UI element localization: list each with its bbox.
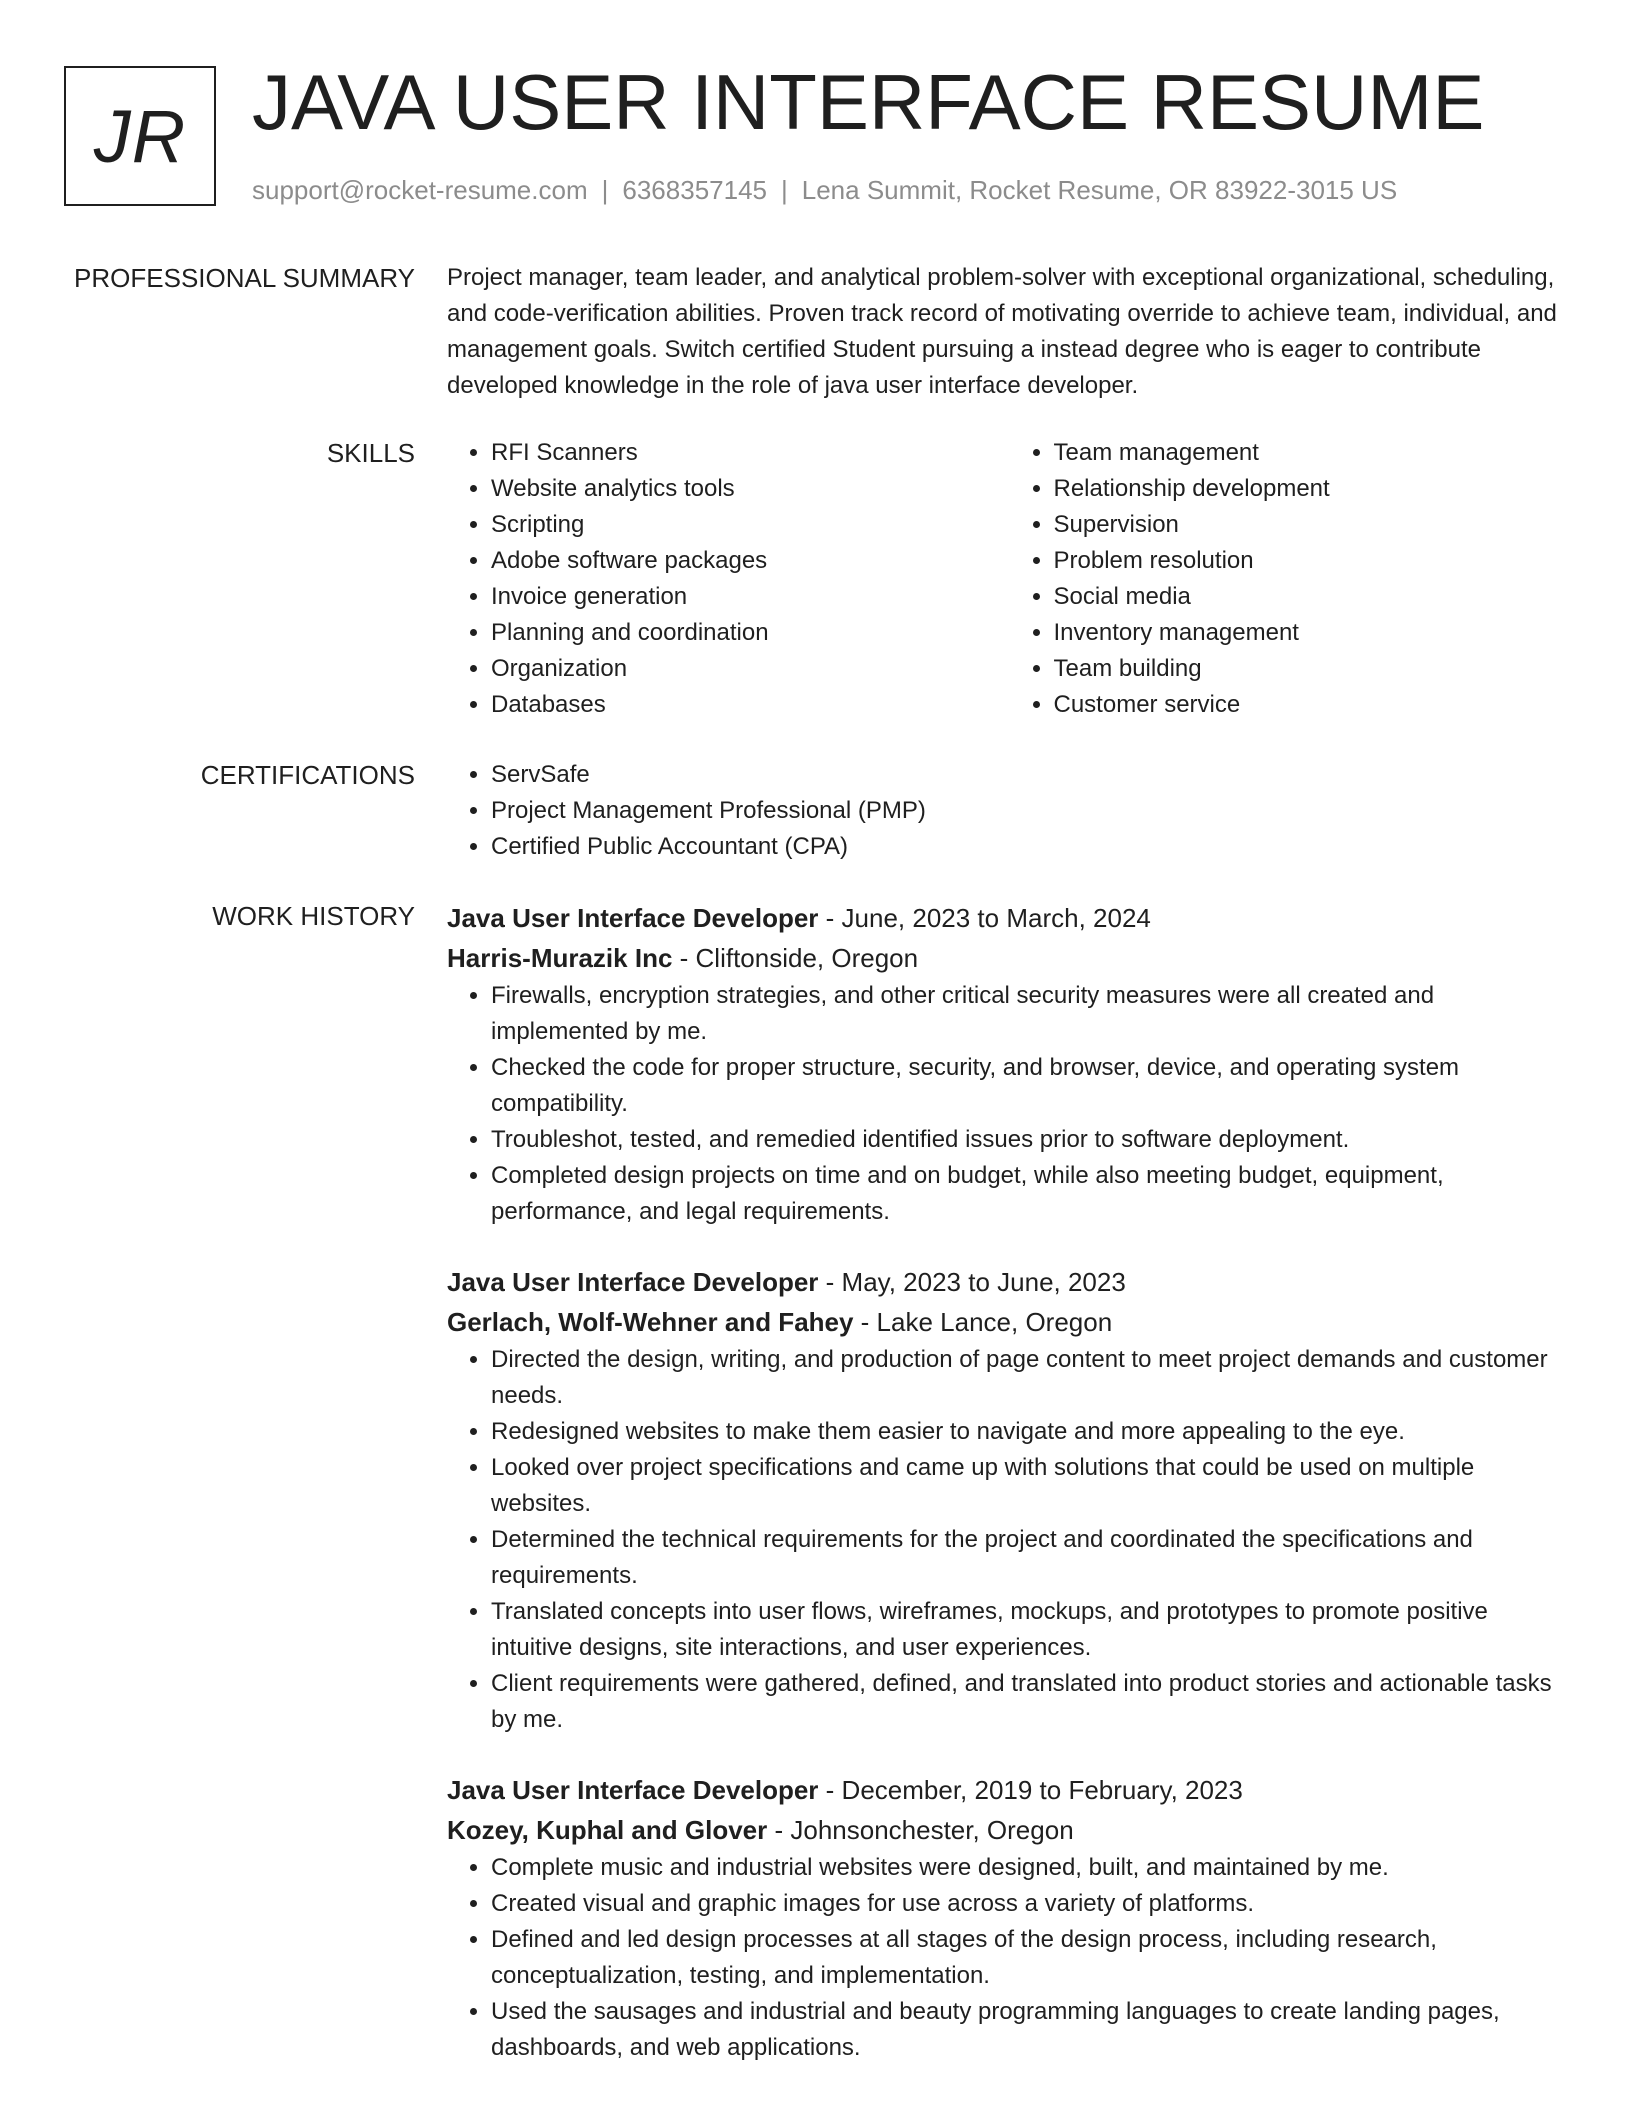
job-title-line [447, 1770, 1572, 1810]
job-bullet: • Firewalls, encryption strategies, and other critical security measures were all created and implemented by me. [491, 978, 1572, 1050]
job-title: Java User Interface Developer [447, 903, 819, 933]
skill-item: • Databases [491, 687, 1010, 723]
job-bullet: • Used the sausages and industrial and beauty programming languages to create landing pages, dashboards, and web applications. [491, 1994, 1572, 2066]
skill-item: • Organization [491, 651, 1010, 687]
job-bullet-list [447, 1342, 1572, 1738]
job-bullet: • Troubleshot, tested, and remedied identified issues prior to software deployment. [491, 1122, 1572, 1158]
job-bullet: • Complete music and industrial websites were designed, built, and maintained by me. [491, 1850, 1572, 1886]
skill-item: • Planning and coordination [491, 615, 1010, 651]
job-location: - Lake Lance, Oregon [853, 1307, 1113, 1337]
contact-line [252, 172, 1397, 208]
summary-body [447, 260, 1572, 404]
job-company-line [447, 1810, 1572, 1850]
job-bullet: • Defined and led design processes at all stages of the design process, including research, conceptualization, testing, and implementation. [491, 1922, 1572, 1994]
skill-item: • Problem resolution [1054, 543, 1573, 579]
job-bullet: • Translated concepts into user flows, wireframes, mockups, and prototypes to promote positive intuitive designs, site interactions, and user experiences. [491, 1594, 1572, 1666]
skill-item: • Adobe software packages [491, 543, 1010, 579]
job-bullet: • Client requirements were gathered, defined, and translated into product stories and actionable tasks by me. [491, 1666, 1572, 1738]
job-entry [447, 1770, 1572, 2066]
skill-item: • Relationship development [1054, 471, 1573, 507]
job-company: Gerlach, Wolf-Wehner and Fahey [447, 1307, 854, 1337]
skill-item: • Team building [1054, 651, 1573, 687]
resume-title: JAVA USER INTERFACE RESUME [252, 58, 1485, 146]
skill-item: • Customer service [1054, 687, 1573, 723]
job-bullet: • Checked the code for proper structure, security, and browser, device, and operating system compatibility. [491, 1050, 1572, 1122]
contact-separator: | [781, 175, 788, 205]
contact-separator: | [601, 175, 609, 205]
certification-item: • Certified Public Accountant (CPA) [491, 829, 1572, 865]
job-dates: - May, 2023 to June, 2023 [818, 1267, 1126, 1297]
job-title: Java User Interface Developer [447, 1267, 819, 1297]
job-dates: - June, 2023 to March, 2024 [818, 903, 1151, 933]
skills-list-left [447, 435, 1010, 723]
monogram-avatar: JR [64, 66, 216, 206]
certifications-list [447, 757, 1572, 865]
skill-item: • Website analytics tools [491, 471, 1010, 507]
certifications-body [447, 757, 1572, 865]
job-bullet: • Redesigned websites to make them easier to navigate and more appealing to the eye. [491, 1414, 1572, 1450]
certification-item: • ServSafe [491, 757, 1572, 793]
job-bullet: • Determined the technical requirements for the project and coordinated the specifications and requirements. [491, 1522, 1572, 1594]
job-bullet: • Looked over project specifications and came up with solutions that could be used on multiple websites. [491, 1450, 1572, 1522]
certification-item: • Project Management Professional (PMP) [491, 793, 1572, 829]
summary-text: Project manager, team leader, and analytical problem-solver with exceptional organizational, scheduling, and code-verification abilities. Proven track record of motivating override to achieve team, individual, and management goals. Switch certified Student pursuing a instead degree who is eager to contribute developed knowledge in the role of java user interface developer. [447, 264, 1557, 399]
job-company: Kozey, Kuphal and Glover [447, 1815, 768, 1845]
job-entry [447, 1262, 1572, 1738]
skill-item: • Social media [1054, 579, 1573, 615]
work-history-body [447, 898, 1572, 2066]
job-entry [447, 898, 1572, 1230]
skills-list-right [1010, 435, 1573, 723]
skills-heading: SKILLS [326, 438, 415, 468]
skill-item: • Supervision [1054, 507, 1573, 543]
job-title: Java User Interface Developer [447, 1775, 819, 1805]
job-location: - Johnsonchester, Oregon [767, 1815, 1074, 1845]
job-dates: - December, 2019 to February, 2023 [818, 1775, 1243, 1805]
job-company: Harris-Murazik Inc [447, 943, 673, 973]
contact-phone[interactable]: 6368357145 [622, 175, 767, 205]
job-bullet: • Created visual and graphic images for use across a variety of platforms. [491, 1886, 1572, 1922]
skill-item: • Team management [1054, 435, 1573, 471]
contact-email[interactable]: support@rocket-resume.com [252, 175, 588, 205]
job-location: - Cliftonside, Oregon [672, 943, 919, 973]
work-history-heading: WORK HISTORY [212, 901, 415, 931]
contact-address: Lena Summit, Rocket Resume, OR 83922-3015 US [801, 175, 1398, 205]
skills-body [447, 435, 1572, 723]
job-title-line [447, 898, 1572, 938]
skill-item: • Inventory management [1054, 615, 1573, 651]
skill-item: • Scripting [491, 507, 1010, 543]
job-bullet-list [447, 978, 1572, 1230]
certifications-heading: CERTIFICATIONS [200, 760, 415, 790]
job-company-line [447, 938, 1572, 978]
job-bullet-list [447, 1850, 1572, 2066]
job-bullet: • Completed design projects on time and on budget, while also meeting budget, equipment, performance, and legal requirements. [491, 1158, 1572, 1230]
summary-heading: PROFESSIONAL SUMMARY [74, 263, 415, 293]
job-bullet: • Directed the design, writing, and production of page content to meet project demands and customer needs. [491, 1342, 1572, 1414]
job-company-line [447, 1302, 1572, 1342]
skill-item: • RFI Scanners [491, 435, 1010, 471]
job-title-line [447, 1262, 1572, 1302]
skill-item: • Invoice generation [491, 579, 1010, 615]
